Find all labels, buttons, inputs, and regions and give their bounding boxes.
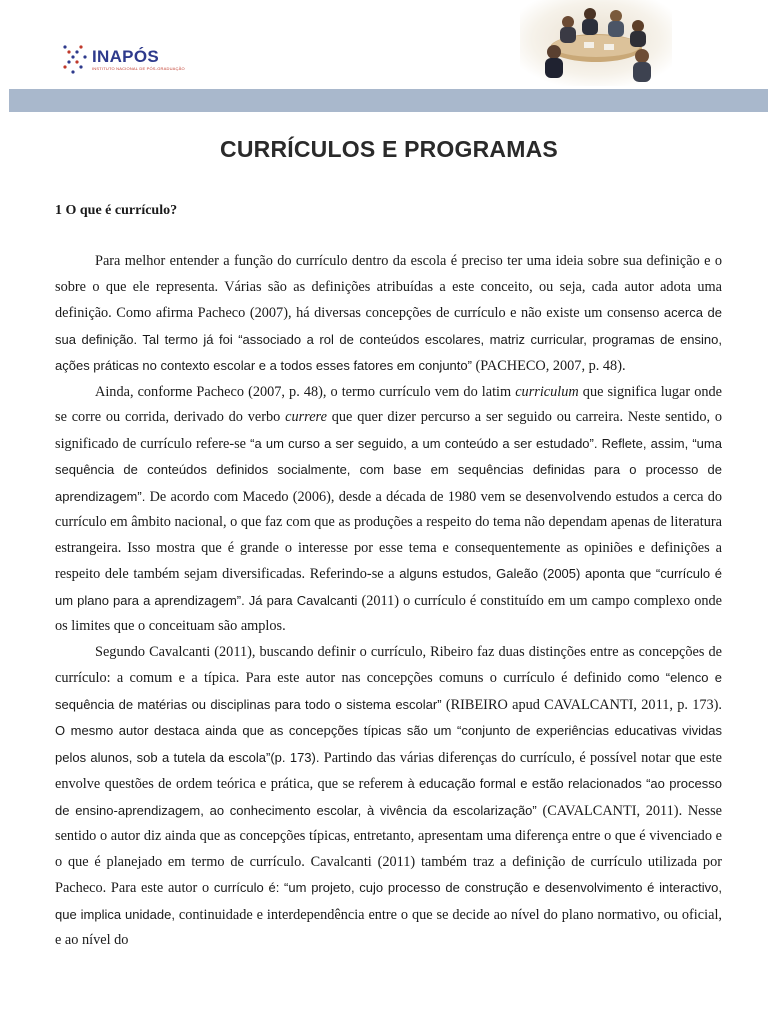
logo-mark-icon xyxy=(62,43,88,77)
p1-text-2: acerca de sua definição. Tal termo já foi “associado a rol de conteúdos escolares, matriz curricular, programas de ensino, ações práticas no contexto escolar e a todos esses fatores em conjunto” xyxy=(55,305,722,373)
p1-text-3: (PACHECO, 2007, p. 48). xyxy=(471,358,626,374)
page-header xyxy=(0,0,768,112)
section-heading: 1 O que é currículo? xyxy=(55,203,178,218)
p3-text-6: à educação formal e estão relacionados “ao processo de ensino-aprendizagem, ao conhecimento escolar, à vivência da escolarização” xyxy=(55,776,722,818)
p2-text-6: “a um curso a ser seguido, a um conteúdo a ser estudado”. Reflete, assim, “uma sequência de conteúdos definidos socialmente, com base em sequências definidas para o processo de aprendizagem”. xyxy=(55,435,722,504)
p3-text-1: Segundo Cavalcanti (2011), buscando definir o currículo, Ribeiro faz duas distinções entre as concepções de currículo: a comum e a típica. Para este autor nas concepções comuns o currículo é definido xyxy=(55,643,722,686)
p3-text-4: O mesmo autor destaca ainda que as concepções típicas são um “conjunto de experiências educativas vividas pelos alunos, sob a tutela da escola”(p. 173). xyxy=(55,723,722,765)
p3-text-8: currículo é: “um projeto, cujo processo de construção e desenvolvimento é interactivo, que implica unidade, xyxy=(55,880,723,922)
inapos-logo xyxy=(62,42,185,78)
paragraph-1 xyxy=(55,249,722,380)
p2-text-5: que quer dizer percurso a ser seguido ou carreira. Neste sentido, o significado de currículo refere-se xyxy=(55,409,723,452)
p2-text-7: De acordo com Macedo (2006), desde a década de 1980 vem se desenvolvendo estudos a cerca do currículo em âmbito nacional, o que faz com que as produções a respeito do tema não dependam apenas de literatura estrangeira. Isso mostra que é grande o interesse por esse tema e consequentemente as opiniões e definições a respeito dele também sejam diversificadas. Referindo-se a xyxy=(55,488,722,582)
logo-tagline: INSTITUTO NACIONAL DE PÓS-GRADUAÇÃO xyxy=(92,66,185,71)
paragraph-2 xyxy=(55,380,722,640)
document-title: CURRÍCULOS E PROGRAMAS xyxy=(220,136,558,162)
document-body xyxy=(55,249,722,954)
p2-text-2: curriculum xyxy=(515,383,579,400)
p3-text-3: (RIBEIRO apud CAVALCANTI, 2011, p. 173). xyxy=(441,696,723,713)
meeting-photo xyxy=(520,0,672,86)
p2-text-3: que significa lugar onde se corre ou corrida, derivado do verbo xyxy=(55,383,722,425)
p3-text-9: continuidade e interdependência entre o que se decide ao nível do plano normativo, ou oficial, e ao nível do xyxy=(55,906,722,948)
p3-text-7: (CAVALCANTI, 2011). Nesse sentido o autor diz ainda que as concepções típicas, entretanto, apresentam uma diferença entre o que é vivenciado e o que é planejado em termo de currículo. Cavalcanti (2011) também traz a definição de currículo utilizada por Pacheco. Para este autor o xyxy=(55,802,722,896)
p2-text-9: (2011) o currículo é constituído em um campo complexo onde os limites que o conceituam são amplos. xyxy=(55,592,722,634)
p2-text-4: currere xyxy=(285,409,327,425)
p3-text-2: como “elenco e sequência de matérias ou disciplinas para todo o sistema escolar” xyxy=(55,670,722,712)
p3-text-5: Partindo das várias diferenças do currículo, é possível notar que este envolve questões de ordem teórica e prática, que se referem xyxy=(55,749,722,792)
p1-text-1: Para melhor entender a função do currículo dentro da escola é preciso ter uma ideia sobre sua definição e o sobre o que ele representa. Várias são as definições atribuídas a este conceito, ou seja, cada autor adota uma definição. Como afirma Pacheco (2007), há diversas concepções de currículo e não existe um consenso xyxy=(55,253,722,321)
logo-name: INAPÓS xyxy=(92,47,159,66)
p2-text-8: alguns estudos, Galeão (2005) aponta que “currículo é um plano para a aprendizagem”. Já para Cavalcanti xyxy=(55,566,723,608)
paragraph-3 xyxy=(55,640,722,954)
p2-text-1: Ainda, conforme Pacheco (2007, p. 48), o termo currículo vem do latim xyxy=(95,383,516,400)
header-band xyxy=(9,89,768,112)
